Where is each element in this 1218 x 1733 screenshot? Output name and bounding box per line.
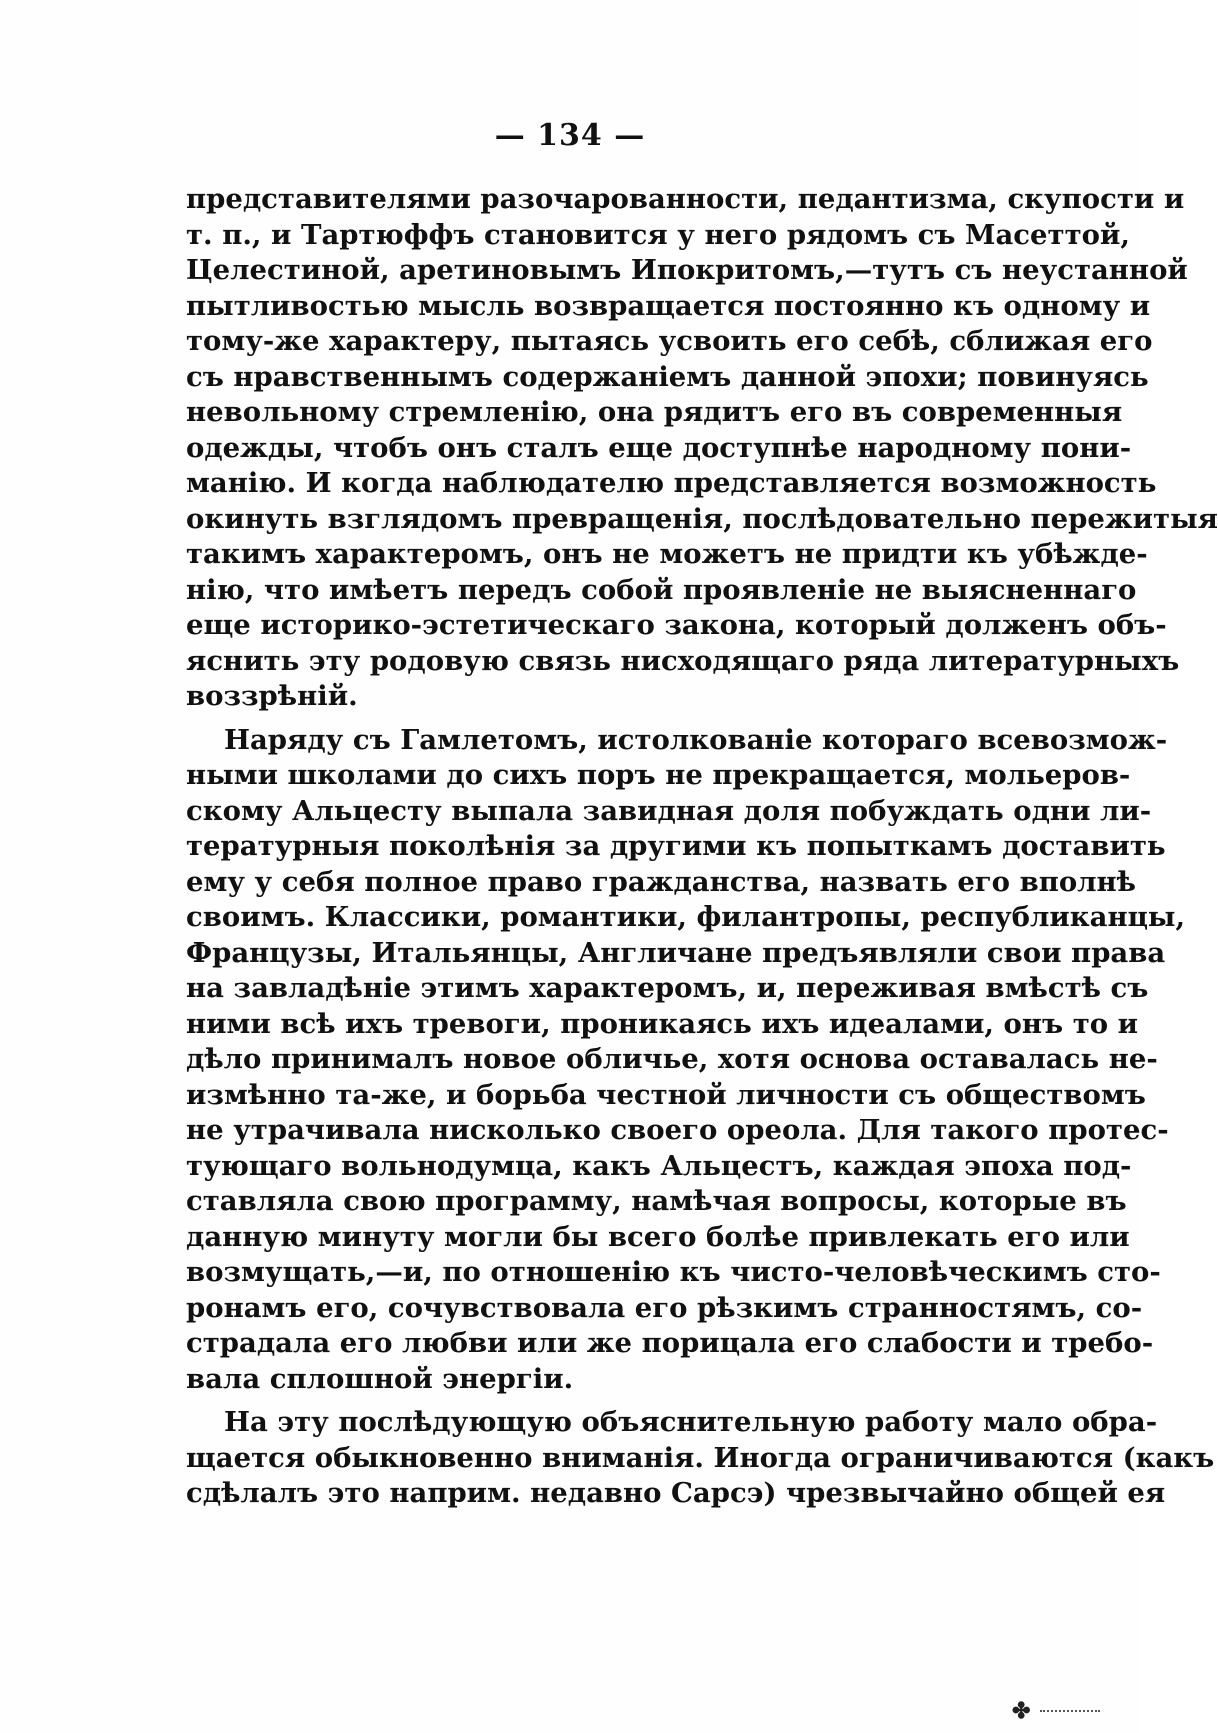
text-line: не утрачивала нисколько своего ореола. Для такого протес- (186, 1114, 1169, 1146)
text-line: нію, что имѣетъ передъ собой проявленіе не выясненнаго (186, 573, 1137, 606)
text-line: скому Альцесту выпала завидная доля побуждать одни ли- (186, 794, 1152, 827)
text-line: тующаго вольнодумца, какъ Альцестъ, каждая эпоха под- (186, 1149, 1132, 1182)
text-line: ему у себя полное право гражданства, назвать его вполнѣ (186, 865, 1137, 898)
text-line: одежды, чтобъ онъ сталъ еще доступнѣе народному пони- (186, 431, 1132, 464)
text-line: съ нравственнымъ содержаніемъ данной эпохи; повинуясь (186, 360, 1149, 393)
body-text (186, 182, 1218, 1520)
text-line: Целестиной, аретиновымъ Ипокритомъ,—тутъ съ неустанной (186, 254, 1188, 286)
page-number: — 134 — (494, 118, 646, 153)
text-line: воззрѣній. (186, 680, 358, 712)
text-line: ставляла свою программу, намѣчая вопросы, которые въ (186, 1185, 1127, 1217)
text-line: на завладѣніе этимъ характеромъ, и, переживая вмѣстѣ съ (186, 972, 1149, 1004)
text-line: возмущать,—и, по отношенію къ чисто-человѣческимъ сто- (186, 1256, 1161, 1288)
text-line: представителями разочарованности, педантизма, скупости и (186, 183, 1185, 215)
text-line: щается обыкновенно вниманія. Иногда ограничиваются (какъ (186, 1441, 1215, 1474)
text-line: ными школами до сихъ поръ не прекращается, мольеров- (186, 759, 1131, 791)
text-line: вала сплошной энергіи. (186, 1362, 574, 1395)
text-line: измѣнно та-же, и борьба честной личности съ обществомъ (186, 1078, 1146, 1111)
text-line: ними всѣ ихъ тревоги, проникаясь ихъ идеалами, онъ то и (186, 1007, 1139, 1040)
text-line: дѣло принималъ новое обличье, хотя основа оставалась не- (186, 1043, 1158, 1075)
text-line: данную минуту могли бы всего болѣе привлекать его или (186, 1220, 1130, 1253)
printer-mark-icon: ✤ (1012, 1698, 1031, 1724)
text-line: Наряду съ Гамлетомъ, истолкованіе котораго всевозмож- (224, 723, 1168, 756)
text-line: пытливостью мысль возвращается постоянно къ одному и (186, 289, 1151, 322)
text-line: Французы, Итальянцы, Англичане предъявляли свои права (186, 936, 1166, 969)
text-line: манію. И когда наблюдателю представляется возможность (186, 467, 1157, 499)
text-line: своимъ. Классики, романтики, филантропы, республиканцы, (186, 901, 1186, 933)
text-line: такимъ характеромъ, онъ не можетъ не придти къ убѣжде- (186, 538, 1148, 570)
text-line: тому-же характеру, пытаясь усвоить его себѣ, сближая его (186, 325, 1153, 357)
text-line: т. п., и Тартюффъ становится у него рядомъ съ Масеттой, (186, 218, 1130, 251)
text-line: сдѣлалъ это наприм. недавно Сарсэ) чрезвычайно общей ея (186, 1477, 1166, 1509)
text-line: яснить эту родовую связь нисходящаго ряда литературныхъ (186, 644, 1180, 677)
dotted-rule (1040, 1710, 1100, 1712)
paragraph-2 (186, 723, 1186, 1398)
paragraph-3 (186, 1405, 1215, 1512)
text-line: невольному стремленію, она рядитъ его въ современныя (186, 396, 1123, 428)
text-line: На эту послѣдующую объяснительную работу мало обра- (224, 1406, 1158, 1438)
text-line: ронамъ его, сочувствовала его рѣзкимъ странностямъ, со- (186, 1291, 1143, 1324)
text-line: окинуть взглядомъ превращенія, послѣдовательно пережитыя (186, 502, 1218, 535)
paragraph-1 (186, 182, 1218, 715)
text-line: еще историко-эстетическаго закона, который долженъ объ- (186, 609, 1167, 641)
text-line: страдала его любви или же порицала его слабости и требо- (186, 1327, 1154, 1359)
text-line: тературныя поколѣнія за другими къ попыткамъ доставить (186, 830, 1166, 862)
